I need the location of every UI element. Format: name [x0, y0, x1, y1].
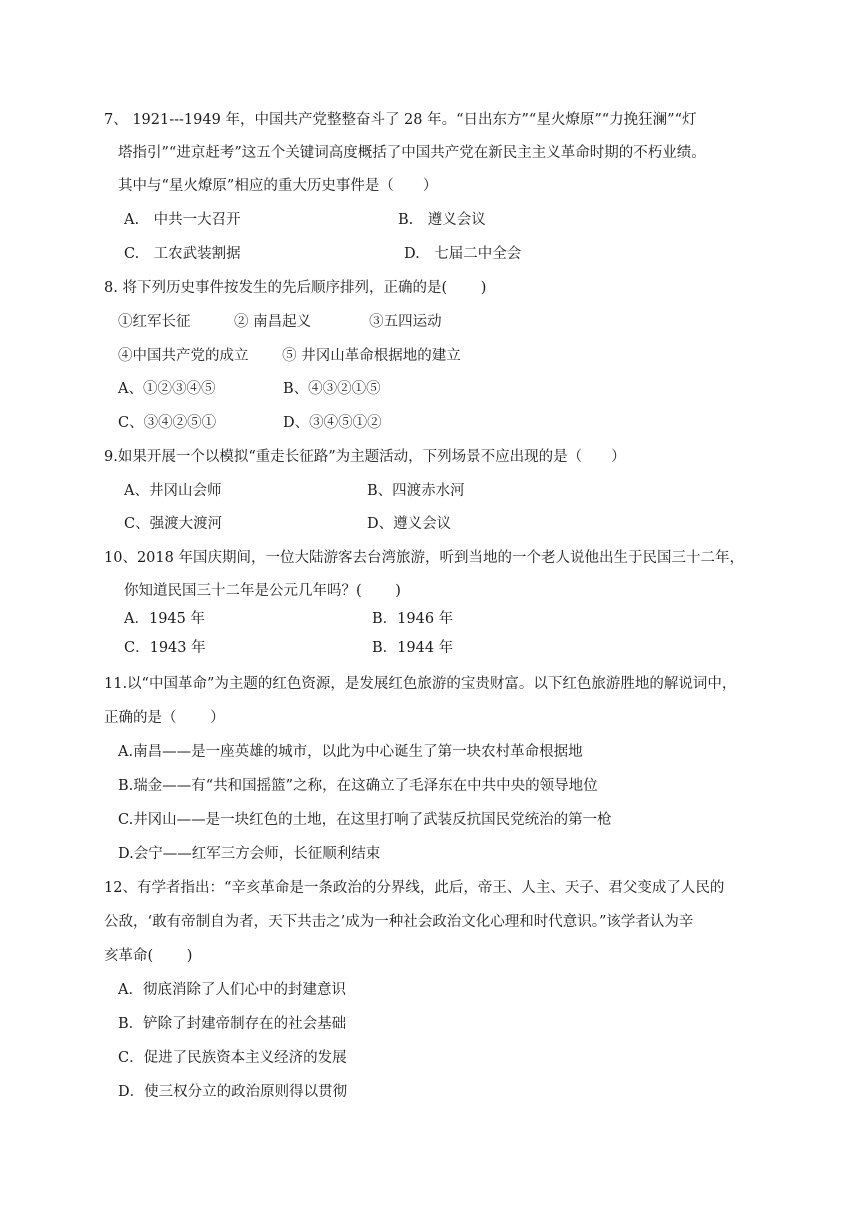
question-9-option-c[interactable]: C、强渡大渡河 [124, 516, 223, 532]
question-7-option-c[interactable]: C. 工农武装割据 [124, 246, 241, 262]
question-12-line-1: 12、有学者指出：“辛亥革命是一条政治的分界线，此后，帝王、人主、天子、君父变成了人民的 [104, 880, 725, 896]
question-11-option-b[interactable]: B.瑞金——有“共和国摇篮”之称，在这确立了毛泽东在中共中央的领导地位 [118, 778, 598, 794]
question-7-option-d[interactable]: D. 七届二中全会 [404, 246, 522, 262]
question-11-option-c[interactable]: C.井冈山——是一块红色的土地，在这里打响了武装反抗国民党统治的第一枪 [118, 812, 612, 828]
question-11-line-1: 11.以“中国革命”为主题的红色资源，是发展红色旅游的宝贵财富。以下红色旅游胜地的解说词中， [104, 676, 737, 692]
question-8-option-a[interactable]: A、①②③④⑤ [118, 381, 216, 397]
question-11-option-a[interactable]: A.南昌——是一座英雄的城市，以此为中心诞生了第一块农村革命根据地 [118, 744, 583, 760]
question-9-option-b[interactable]: B、四渡赤水河 [367, 483, 465, 499]
question-10-option-b[interactable]: B．1946 年 [372, 611, 454, 627]
question-8-events-line-1: ①红军长征 ② 南昌起义 ③五四运动 [118, 314, 442, 330]
question-12-option-a[interactable]: A．彻底消除了人们心中的封建意识 [118, 982, 346, 998]
question-7-option-b[interactable]: B. 遵义会议 [398, 212, 486, 228]
question-8-option-d[interactable]: D、③④⑤①② [283, 415, 382, 431]
question-7-option-a[interactable]: A. 中共一大召开 [124, 212, 241, 228]
question-12-option-c[interactable]: C．促进了民族资本主义经济的发展 [118, 1050, 347, 1066]
question-12-option-d[interactable]: D．使三权分立的政治原则得以贯彻 [118, 1084, 348, 1100]
question-10-line-1: 10、2018 年国庆期间，一位大陆游客去台湾旅游，听到当地的一个老人说他出生于民国三十二年， [104, 550, 744, 566]
question-11-line-2: 正确的是（ ） [104, 710, 225, 726]
question-12-line-2: 公敌，‘敢有帝制自为者，天下共击之’成为一种社会政治文化心理和时代意识。”该学者认为辛 [104, 914, 694, 930]
question-12-option-b[interactable]: B．铲除了封建帝制存在的社会基础 [118, 1016, 347, 1032]
question-10-line-2: 你知道民国三十二年是公元几年吗？( ) [124, 583, 401, 599]
question-7-line-1: 7、 1921---1949 年，中国共产党整整奋斗了 28 年。“日出东方”“星火燎原”“力挽狂澜”“灯 [104, 112, 697, 128]
question-8-option-c[interactable]: C、③④②⑤① [118, 415, 217, 431]
question-8-option-b[interactable]: B、④③②①⑤ [283, 381, 381, 397]
question-9-line-1: 9.如果开展一个以模拟“重走长征路”为主题活动，下列场景不应出现的是（ ） [104, 449, 626, 465]
question-7-line-3: 其中与“星火燎原”相应的重大历史事件是（ ） [118, 178, 438, 194]
question-10-option-d[interactable]: B．1944 年 [372, 640, 454, 656]
question-9-option-a[interactable]: A、井冈山会师 [124, 483, 222, 499]
question-8-events-line-2: ④中国共产党的成立 ⑤ 井冈山革命根据地的建立 [118, 348, 461, 364]
question-10-option-c[interactable]: C．1943 年 [124, 640, 206, 656]
question-7-line-2: 塔指引”“进京赶考”这五个关键词高度概括了中国共产党在新民主主义革命时期的不朽业绩。 [118, 145, 706, 161]
question-9-option-d[interactable]: D、遵义会议 [367, 516, 452, 532]
question-10-option-a[interactable]: A．1945 年 [124, 611, 205, 627]
question-8-line-1: 8. 将下列历史事件按发生的先后顺序排列，正确的是( ) [104, 280, 487, 296]
question-11-option-d[interactable]: D.会宁——红军三方会师，长征顺利结束 [118, 846, 381, 862]
question-12-line-3: 亥革命( ) [104, 948, 193, 964]
